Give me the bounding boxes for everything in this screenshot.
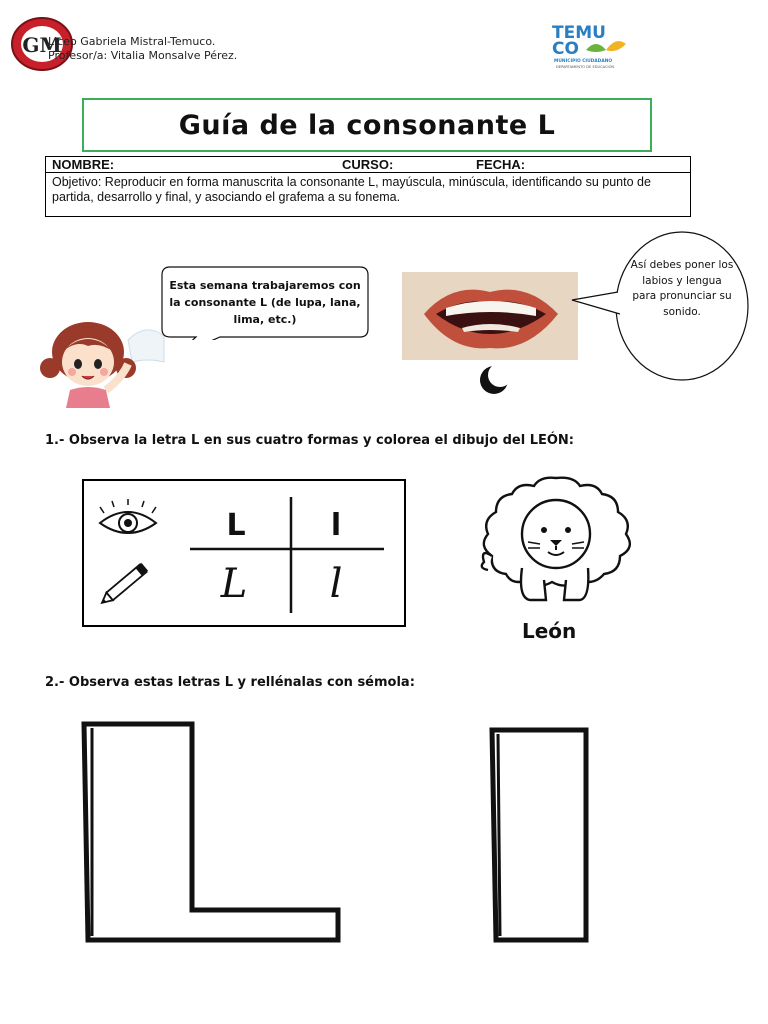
mouth-photo	[402, 272, 578, 360]
right-bubble-text: Así debes poner los labios y lengua para pronunciar su sonido.	[630, 259, 734, 318]
student-info-table	[45, 156, 691, 217]
objective-text: Objetivo: Reproducir en forma manuscrita la consonante L, mayúscula, minúscula, identificando su punto de partida, desarrollo y final, y asociando el grafema a su fonema.	[52, 175, 651, 204]
script-lowercase-l: l	[329, 561, 343, 607]
curso-label: CURSO:	[342, 157, 394, 172]
svg-text:CO: CO	[552, 39, 579, 59]
script-uppercase-l: L	[220, 561, 248, 607]
print-uppercase-l: L	[226, 508, 246, 543]
info-header-row	[46, 157, 690, 173]
pencil-icon	[99, 563, 148, 607]
nombre-label: NOMBRE:	[52, 157, 115, 172]
instruction-2: 2.- Observa estas letras L y rellénalas con sémola:	[45, 675, 415, 690]
outline-letters	[0, 700, 768, 960]
eye-icon	[100, 499, 156, 533]
letter-forms-box	[82, 479, 406, 627]
temuco-logo	[550, 20, 630, 70]
school-name: Liceo Gabriela Mistral-Temuco.	[48, 35, 216, 48]
school-info	[48, 35, 237, 63]
girl-illustration	[36, 312, 168, 408]
svg-text:DEPARTAMENTO DE EDUCACIÓN: DEPARTAMENTO DE EDUCACIÓN	[556, 65, 615, 69]
moon-icon	[474, 362, 514, 398]
svg-text:TEMU: TEMU	[552, 23, 606, 43]
lion-label: León	[522, 619, 577, 643]
svg-text:MUNICIPIO CIUDADANO: MUNICIPIO CIUDADANO	[554, 59, 613, 64]
outline-lowercase-l	[492, 730, 586, 940]
fecha-label: FECHA:	[476, 157, 526, 172]
page-title: Guía de la consonante L	[178, 109, 556, 141]
instruction-1: 1.- Observa la letra L en sus cuatro formas y colorea el dibujo del LEÓN:	[45, 433, 574, 448]
left-bubble-text: Esta semana trabajaremos con la consonante L (de lupa, lana, lima, etc.)	[169, 279, 361, 326]
letter-forms-grid	[84, 481, 404, 625]
teacher-name: Profesor/a: Vitalia Monsalve Pérez.	[48, 49, 238, 62]
school-logo-initials: GM	[22, 33, 62, 57]
lion-drawing	[452, 472, 660, 608]
print-lowercase-l: l	[330, 508, 342, 543]
title-box	[82, 98, 652, 152]
outline-uppercase-l	[84, 724, 338, 940]
